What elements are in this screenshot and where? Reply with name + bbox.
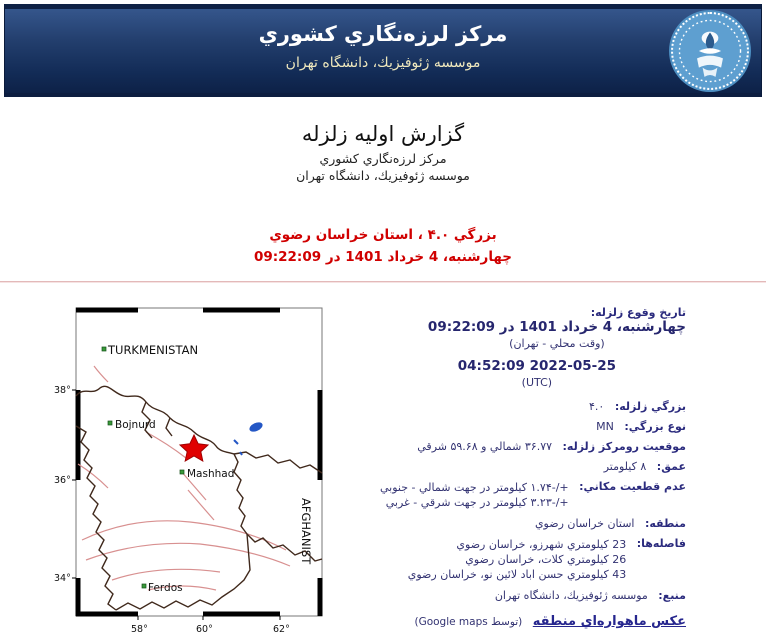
lon-tick-62: 62° [273, 624, 290, 635]
field-value-depth: ۸ كيلومتر [603, 460, 647, 473]
table-row-epicenter [330, 440, 686, 453]
site-subtitle: موسسه ژئوفيزيك، دانشگاه تهران [285, 55, 481, 71]
quake-info-table [330, 306, 686, 629]
table-row-region [330, 517, 686, 530]
table-row-date [330, 306, 686, 351]
field-label-depth: عمق: [656, 460, 686, 473]
lat-tick-34: 34° [54, 573, 71, 584]
field-label-epicenter: موقعيت رومركز زلزله: [562, 440, 686, 453]
local-time-note: (وقت محلي - تهران) [509, 337, 605, 350]
site-header [4, 4, 762, 97]
field-value-magnitude: ۴.۰ [589, 400, 605, 413]
uncertainty-ew: +/-۳.۲۳ كيلومتر در جهت شرقي - غربي [385, 496, 569, 509]
report-org-line1: مركز لرزه‌نگاري كشوري [319, 151, 447, 166]
university-seal-graphic [673, 14, 747, 88]
lat-tick-36: 36° [54, 475, 71, 486]
table-row-utc [330, 358, 616, 390]
summary-magnitude-region: بزرگي ۴.۰ ، استان خراسان رضوي [269, 227, 497, 243]
map-label-afghanistan: AFGHANIST [299, 498, 313, 565]
table-row-distances [330, 537, 686, 582]
field-label-magnitude-type: نوع بزرگي: [624, 420, 686, 433]
utc-datetime: 2022-05-25 04:52:09 [457, 358, 616, 374]
map-label-bojnurd: Bojnurd [115, 419, 156, 431]
field-label-date: تاريخ وقوع زلزله: [590, 306, 686, 319]
report-org-line2: موسسه ژئوفيزيك، دانشگاه تهران [296, 168, 470, 183]
table-row-uncertainty [330, 480, 686, 510]
report-heading [0, 122, 766, 183]
map-figure [48, 302, 348, 642]
field-label-distances: فاصله‌ها: [636, 537, 686, 550]
field-label-magnitude: بزرگي زلزله: [614, 400, 686, 413]
report-title: گزارش اوليه زلزله [301, 122, 465, 146]
field-label-source: منبع: [658, 589, 686, 602]
table-row-depth [330, 460, 686, 473]
distance-1: 23 كيلومتري شهرزو، خراسان رضوي [456, 538, 627, 551]
local-datetime: چهارشنبه، 4 خرداد 1401 در 09:22:09 [427, 319, 686, 335]
map-label-turkmenistan: TURKMENISTAN [108, 343, 199, 357]
lon-tick-60: 60° [196, 624, 213, 635]
uncertainty-ns: +/-۱.۷۴ كيلومتر در جهت شمالي - جنوبي [380, 481, 569, 494]
field-label-region: منطقه: [644, 517, 686, 530]
table-row-magnitude [330, 400, 686, 413]
field-value-source: موسسه ژئوفيزيك، دانشگاه تهران [494, 589, 648, 602]
summary-datetime: چهارشنبه، 4 خرداد 1401 در 09:22:09 [253, 249, 513, 265]
quake-summary [0, 224, 766, 268]
site-title: مركز لرزه‌نگاري كشوري [258, 22, 508, 46]
university-logo-icon [671, 12, 749, 90]
field-value-utc [458, 358, 616, 390]
utc-note: (UTC) [521, 376, 553, 389]
field-label-uncertainty: عدم قطعيت مكاني: [579, 480, 686, 493]
map-label-ferdos: Ferdos [148, 582, 183, 594]
table-row-source [330, 589, 686, 602]
lon-tick-58: 58° [131, 624, 148, 635]
field-value-uncertainty [380, 480, 569, 510]
distance-3: 43 كيلومتري حسن اباد لائين نو، خراسان رضوي [407, 568, 627, 581]
map-label-mashhad: Mashhad [187, 468, 235, 480]
field-value-region: استان خراسان رضوي [534, 517, 635, 530]
satellite-image-link[interactable]: عكس ماهواره‌اي منطقه [532, 614, 686, 629]
table-row-magnitude-type [330, 420, 686, 433]
field-value-distances [408, 537, 626, 582]
field-value-magnitude-type: MN [596, 420, 614, 433]
satellite-link-attribution: (توسط Google maps) [414, 616, 523, 628]
horizontal-divider [0, 281, 766, 283]
lat-tick-38: 38° [54, 385, 71, 396]
epicenter-map [48, 302, 348, 642]
satellite-link-row [330, 614, 686, 629]
distance-2: 26 كيلومتري كلات، خراسان رضوي [465, 553, 627, 566]
field-value-epicenter: ۳۶.۷۷ شمالي و ۵۹.۶۸ شرقي [417, 440, 553, 453]
field-value-date [428, 319, 686, 351]
